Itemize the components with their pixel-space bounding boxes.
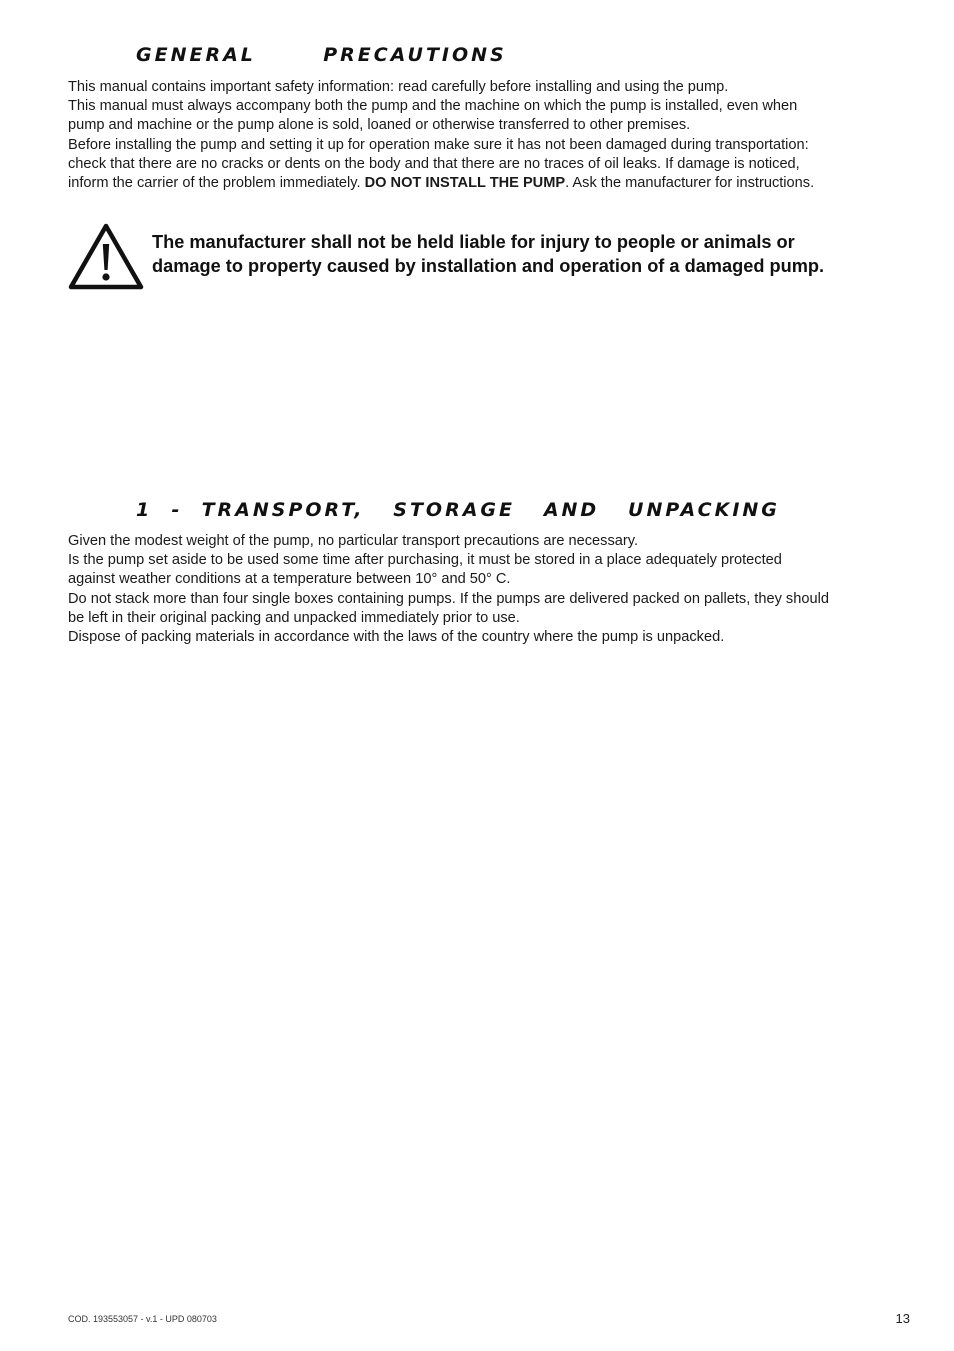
page-number: 13 <box>895 1311 910 1326</box>
text-segment: . Ask the manufacturer for instructions. <box>565 175 815 192</box>
document-code: COD. 193553057 - v.1 - UPD 080703 <box>68 1314 217 1324</box>
text-line-final <box>68 174 918 193</box>
text-line: be left in their original packing and unpacked immediately prior to use. <box>68 609 520 626</box>
text-line: Given the modest weight of the pump, no particular transport precautions are necessary. <box>68 533 638 549</box>
text-line: Do not stack more than four single boxes containing pumps. If the pumps are delivered packed on pallets, they should <box>68 590 829 607</box>
text-line: This manual must always accompany both the pump and the machine on which the pump is installed, even when <box>68 98 798 115</box>
text-line: This manual contains important safety information: read carefully before installing and using the pump. <box>68 79 729 95</box>
text-line: against weather conditions at a temperature between 10° and 50° C. <box>68 571 511 588</box>
liability-warning-text <box>152 231 912 278</box>
section-heading-general-precautions: GENERAL PRECAUTIONS <box>136 44 507 66</box>
text-line: Is the pump set aside to be used some time after purchasing, it must be stored in a place adequately protected <box>68 552 782 569</box>
warning-line: damage to property caused by installation and operation of a damaged pump. <box>152 255 825 276</box>
warning-triangle-icon <box>68 222 144 290</box>
text-line: Dispose of packing materials in accordance with the laws of the country where the pump is unpacked. <box>68 629 725 646</box>
warning-line: The manufacturer shall not be held liable for injury to people or animals or <box>152 232 795 252</box>
text-line: Before installing the pump and setting it up for operation make sure it has not been damaged during transportation: <box>68 136 809 153</box>
transport-storage-text <box>68 532 918 647</box>
general-precautions-text <box>68 78 918 193</box>
section-heading-transport-storage-unpacking: 1 - TRANSPORT, STORAGE AND UNPACKING <box>136 499 780 521</box>
text-segment: inform the carrier of the problem immediately. <box>68 175 365 192</box>
text-line: pump and machine or the pump alone is sold, loaned or otherwise transferred to other premises. <box>68 117 691 134</box>
do-not-install-emphasis: DO NOT INSTALL THE PUMP <box>364 175 566 192</box>
text-line: check that there are no cracks or dents on the body and that there are no traces of oil leaks. If damage is noticed, <box>68 155 800 172</box>
